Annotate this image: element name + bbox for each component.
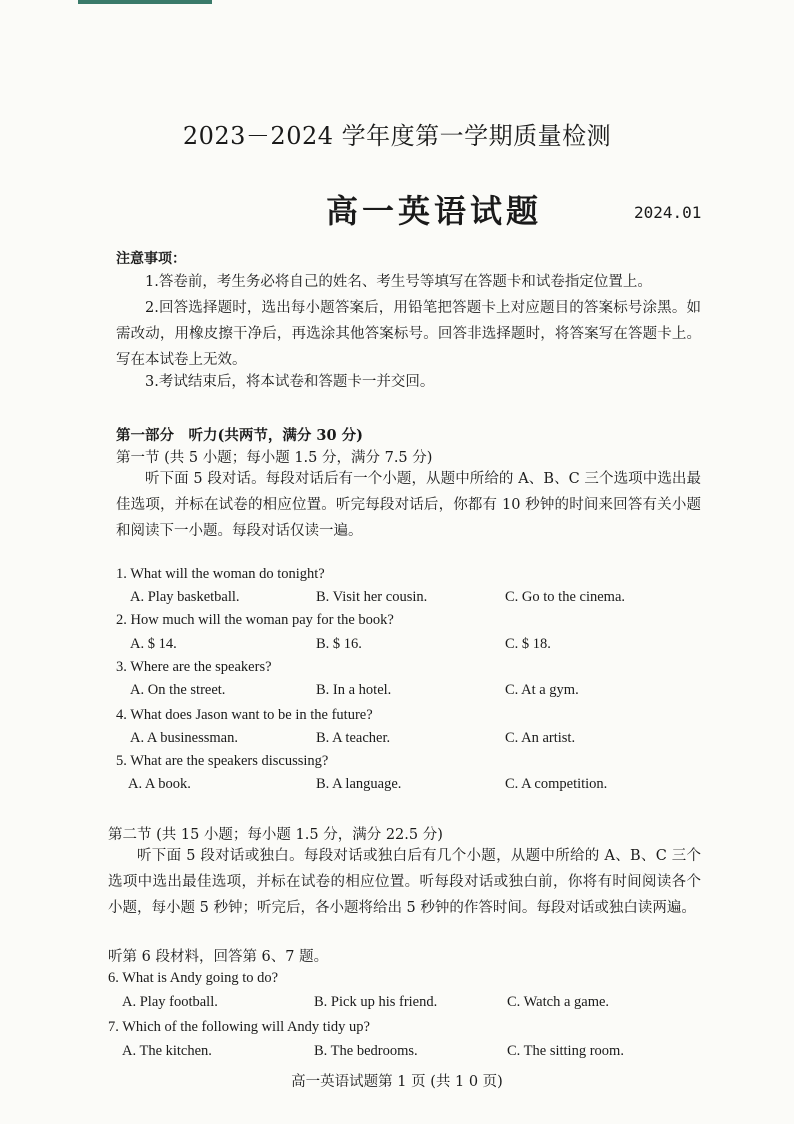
question-5-option-c: C. A competition. [505,776,608,792]
question-2-option-c: C. $ 18. [505,636,551,652]
question-2-option-a: A. $ 14. [130,636,177,652]
question-2-option-b: B. $ 16. [316,636,362,652]
question-4-option-c: C. An artist. [505,730,576,746]
question-4-option-b: B. A teacher. [316,730,391,746]
question-7-option-c: C. The sitting room. [507,1043,624,1059]
question-2-stem: 2. How much will the woman pay for the book? [116,612,394,628]
note-item-1: 1.答卷前，考生务必将自己的姓名、考生号等填写在答题卡和试卷指定位置上。 [145,274,652,290]
question-7-stem: 7. Which of the following will Andy tidy up? [108,1019,370,1035]
question-7-option-b: B. The bedrooms. [314,1043,418,1059]
question-3-option-b: B. In a hotel. [316,682,392,698]
notes-heading: 注意事项： [116,251,186,267]
question-6-option-b: B. Pick up his friend. [314,994,438,1010]
top-edge-bar [78,0,212,4]
section1-instructions: 听下面 5 段对话。每段对话后有一个小题，从题中所给的 A、B、C 三个选项中选出最佳选项，并标在试卷的相应位置。听完每段对话后，你都有 10 秒钟的时间来回答有关小题和阅读下一小题。每段对话仅读一遍。 [116,471,701,539]
material-note: 听第 6 段材料，回答第 6、7 题。 [108,949,329,965]
part1-heading: 第一部分 听力(共两节，满分 30 分) [116,427,363,444]
exam-title: 2023－2024 学年度第一学期质量检测 [182,122,612,150]
section1-heading: 第一节 (共 5 小题；每小题 1.5 分，满分 7.5 分) [116,450,433,466]
note-item-3: 3.考试结束后，将本试卷和答题卡一并交回。 [145,374,435,390]
question-6-option-a: A. Play football. [122,994,218,1010]
question-1-option-a: A. Play basketball. [130,589,240,605]
question-1-stem: 1. What will the woman do tonight? [116,566,325,582]
exam-date: 2024.01 [634,203,702,222]
question-1-option-c: C. Go to the cinema. [505,589,626,605]
question-4-stem: 4. What does Jason want to be in the future? [116,707,373,723]
question-6-stem: 6. What is Andy going to do? [108,970,279,986]
page-title: 高一英语试题 [326,192,543,230]
question-5-stem: 5. What are the speakers discussing? [116,753,329,769]
question-6-option-c: C. Watch a game. [507,994,610,1010]
question-5-option-a: A. A book. [128,776,191,792]
question-3-stem: 3. Where are the speakers? [116,659,272,675]
question-5-option-b: B. A language. [316,776,402,792]
section2-heading: 第二节 (共 15 小题；每小题 1.5 分，满分 22.5 分) [108,827,443,843]
question-7-option-a: A. The kitchen. [122,1043,212,1059]
question-4-option-a: A. A businessman. [130,730,238,746]
page-footer: 高一英语试题第 1 页 (共 1 0 页) [291,1074,503,1090]
question-3-option-a: A. On the street. [130,682,226,698]
question-1-option-b: B. Visit her cousin. [316,589,428,605]
section2-instructions: 听下面 5 段对话或独白。每段对话或独白后有几个小题，从题中所给的 A、B、C 三个选项中选出最佳选项，并标在试卷的相应位置。听每段对话或独白前，你将有时间阅读各个小题，每小题 5 秒钟；听完后，各小题将给出 5 秒钟的作答时间。每段对话或独白读两遍。 [108,848,701,916]
note-item-2: 2.回答选择题时，选出每小题答案后，用铅笔把答题卡上对应题目的答案标号涂黑。如需改动，用橡皮擦干净后，再选涂其他答案标号。回答非选择题时，将答案写在答题卡上。写在本试卷上无效。 [116,300,701,368]
question-3-option-c: C. At a gym. [505,682,579,698]
